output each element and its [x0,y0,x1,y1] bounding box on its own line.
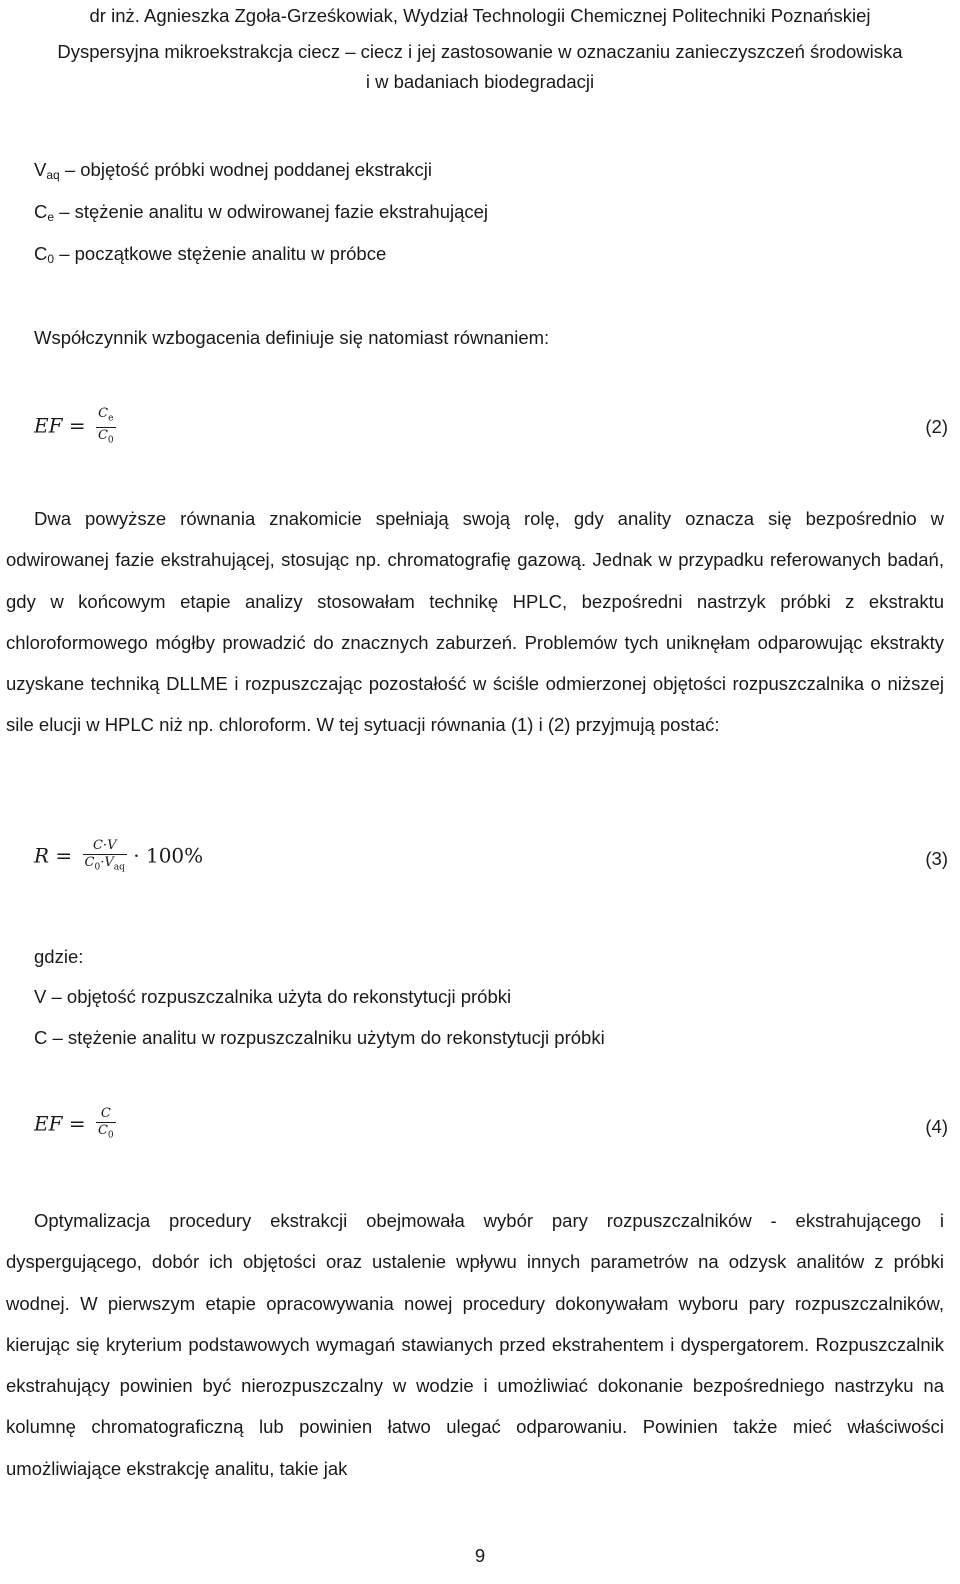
definition-vaq: $V_{aq}$ – objętość próbki wodnej poddanej ekstrakcji [34,159,432,182]
definition-c: C – stężenie analitu w rozpuszczalniku użytym do rekonstytucji próbki [34,1027,605,1048]
fraction: $\frac{C\cdot V}{C_0\cdot V_{aq}}$ [84,838,125,873]
header-title: Dyspersyjna mikroekstrakcja ciecz – ciecz i jej zastosowanie w oznaczaniu zanieczyszczeń środowiska [57,41,903,62]
gdzie-label: gdzie: [34,946,84,967]
definition-c0: $C_0$ – początkowe stężenie analitu w próbce [34,243,387,266]
equation-4-number: (4) [925,1116,948,1137]
header-title-cont: i w badaniach biodegradacji [365,71,595,92]
page-number: 9 [474,1545,486,1566]
fraction: $\frac{C}{C_0}$ [97,1106,114,1141]
header-author: dr inż. Agnieszka Zgoła-Grześkowiak, Wydział Technologii Chemicznej Politechniki Poznańskiej [89,5,871,26]
equation-2-number: (2) [925,416,948,437]
ef-intro: Współczynnik wzbogacenia definiuje się natomiast równaniem: [34,327,550,348]
definition-v: V – objętość rozpuszczalnika użyta do rekonstytucji próbki [34,986,512,1007]
equation-4: EF = $\frac{C}{C_0}$ [34,1106,116,1144]
paragraph-1: Dwa powyższe równania znakomicie spełniają swoją rolę, gdy anality oznacza się bezpośrednio w odwirowanej fazie ekstrahującej, stosując np. chromatografię gazową. Jednak w przypadku referowanych badań, gdy w końcowym etapie analizy stosowałam technikę HPLC, bezpośredni nastrzyk próbki z ekstraktu chloroformowego mógłby prowadzić do znacznych zaburzeń. Problemów tych uniknęłam odparowując ekstrakty uzyskane techniką DLLME i rozpuszczając pozostałość w ściśle odmierzonej objętości rozpuszczalnika o niższej sile elucji w HPLC niż np. chloroform. W tej sytuacji równania (1) i (2) przyjmują postać: [6,508,944,736]
equation-2: EF = $\frac{C_e}{C_0}$ [34,406,116,448]
definition-ce: $C_e$ – stężenie analitu w odwirowanej fazie ekstrahującej [34,201,489,224]
paragraph-2: Optymalizacja procedury ekstrakcji obejmowała wybór pary rozpuszczalników - ekstrahującego i dyspergującego, dobór ich objętości oraz ustalenie wpływu innych parametrów na odzysk analitów z próbki wodnej. W pierwszym etapie opracowywania nowej procedury dokonywałam wyboru pary rozpuszczalników, kierując się kryterium podstawowych wymagań stawianych przed ekstrahentem i dyspergatorem. Rozpuszczalnik ekstrahujący powinien być nierozpuszczalny w wodzie i umożliwiać dokonanie bezpośredniego nastrzyku na kolumnę chromatograficzną lub powinien łatwo ulegać odparowaniu. Powinien także mieć właściwości umożliwiające ekstrakcję analitu, takie jak [6,1210,944,1479]
equation-3: R = $\frac{C\cdot V}{C_0\cdot V_{aq}}$ · 100% [34,838,203,876]
equation-3-number: (3) [925,848,948,869]
fraction: $\frac{C_e}{C_0}$ [97,406,114,446]
